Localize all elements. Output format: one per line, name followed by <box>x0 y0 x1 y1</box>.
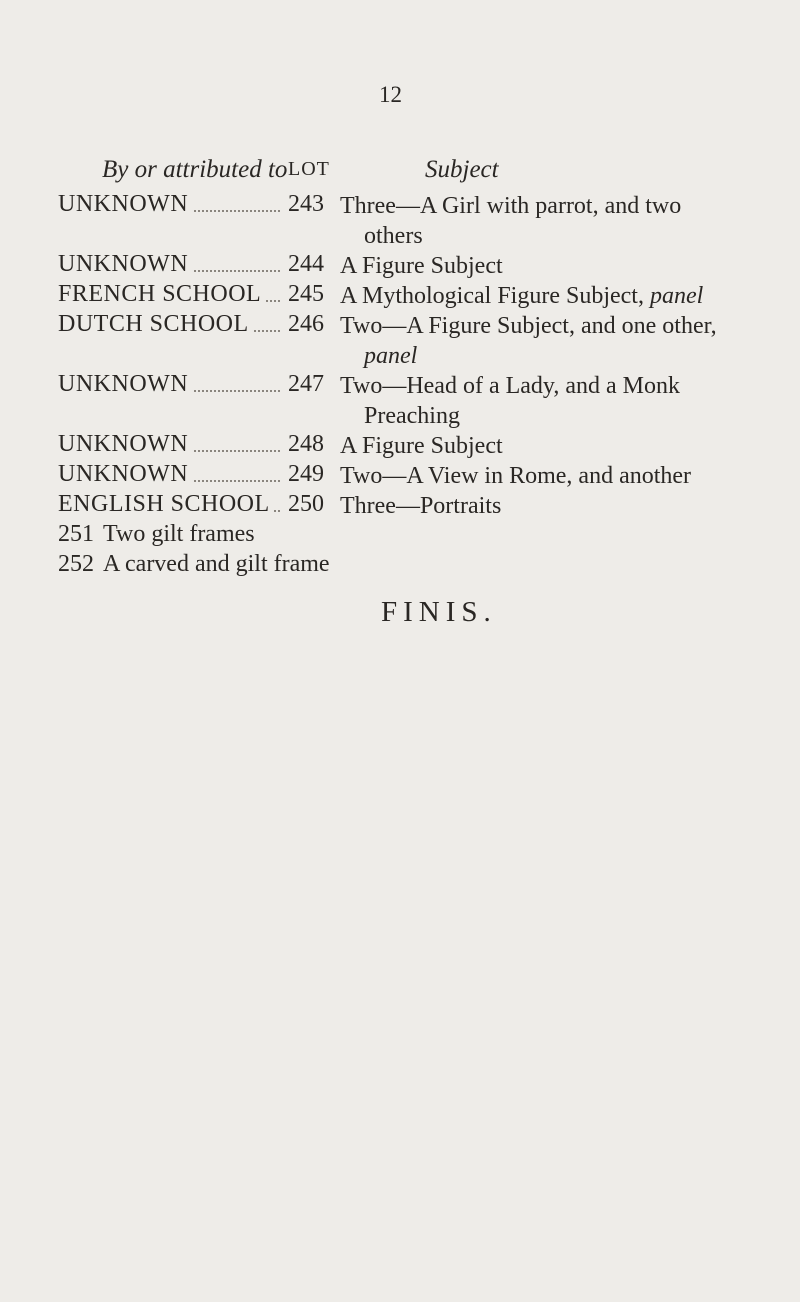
artist-name: UNKNOWN <box>58 431 280 458</box>
artist-name: DUTCH SCHOOL <box>58 311 280 338</box>
subject-text: Two—A View in Rome, and another <box>340 463 692 489</box>
frame-description: Two gilt frames <box>103 521 255 547</box>
page-number: 12 <box>379 82 402 107</box>
column-header-subject: Subject <box>425 156 499 183</box>
lot-number: 249 <box>288 461 324 487</box>
subject-text: Three—Portraits <box>340 493 502 519</box>
lot-number: 245 <box>288 281 324 307</box>
subject-text: A Figure Subject <box>340 253 503 279</box>
lot-number: 250 <box>288 491 324 517</box>
column-header-artist: By or attributed to <box>102 156 288 183</box>
subject-text: Three—A Girl with parrot, and two others <box>340 193 682 249</box>
lot-number: 251 <box>58 521 94 547</box>
frame-entry <box>58 551 330 578</box>
frame-description: A carved and gilt frame <box>103 551 330 577</box>
subject-text: Two—A Figure Subject, and one other, panel <box>340 313 717 369</box>
lot-number: 244 <box>288 251 324 277</box>
lot-number: 246 <box>288 311 324 337</box>
subject-text: Two—Head of a Lady, and a Monk Preaching <box>340 373 680 429</box>
frame-entry <box>58 521 255 548</box>
artist-name: UNKNOWN <box>58 461 280 488</box>
lot-number: 243 <box>288 191 324 217</box>
artist-name: UNKNOWN <box>58 191 280 218</box>
artist-name: FRENCH SCHOOL <box>58 281 280 308</box>
subject-text: A Figure Subject <box>340 433 503 459</box>
artist-name: ENGLISH SCHOOL <box>58 491 280 518</box>
column-header-lot: LOT <box>288 158 330 180</box>
finis-mark: FINIS. <box>381 596 497 628</box>
lot-number: 252 <box>58 551 94 577</box>
subject-text: A Mythological Figure Subject, panel <box>340 283 704 309</box>
artist-name: UNKNOWN <box>58 371 280 398</box>
lot-number: 248 <box>288 431 324 457</box>
artist-name: UNKNOWN <box>58 251 280 278</box>
lot-number: 247 <box>288 371 324 397</box>
